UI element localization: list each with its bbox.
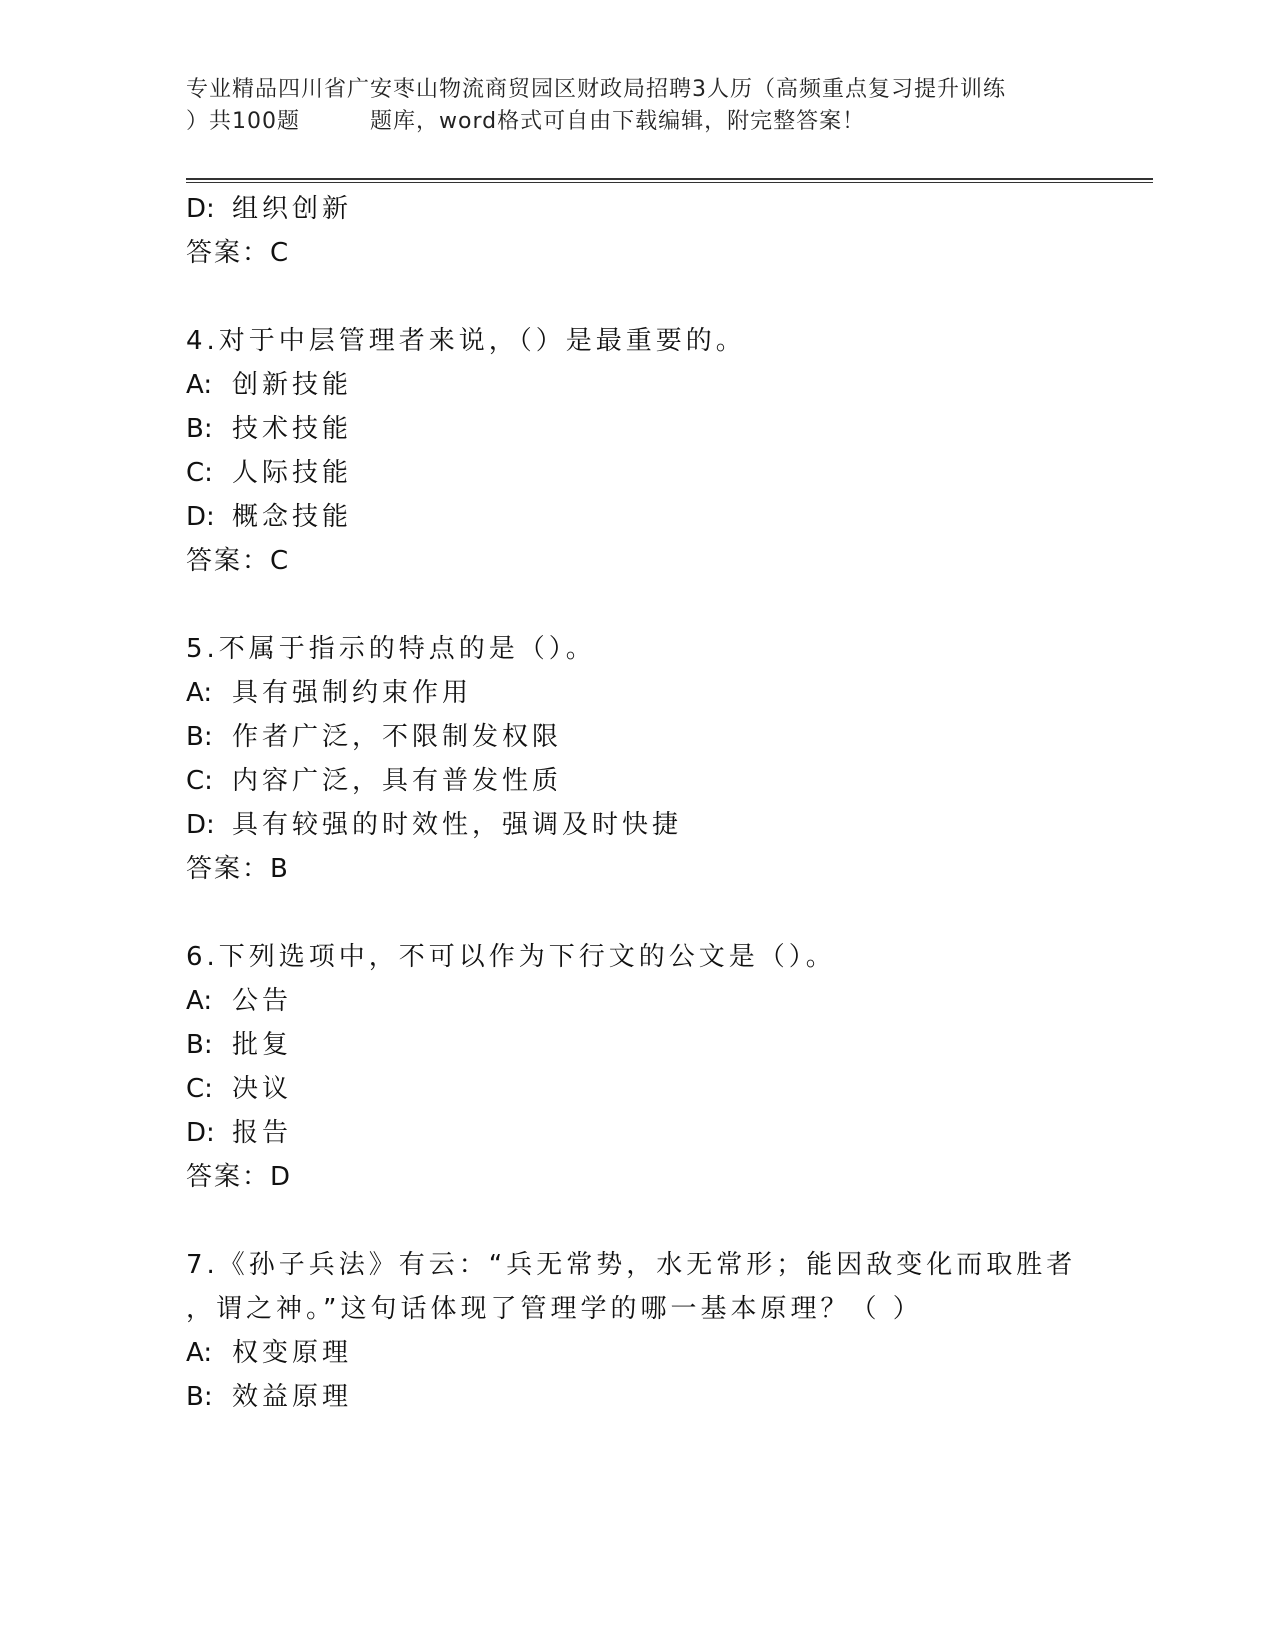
header-title-count: ）共100题 <box>186 109 300 134</box>
option-text: 人际技能 <box>232 458 353 488</box>
option-label: B: <box>186 722 213 752</box>
option-label: B: <box>186 414 213 444</box>
option-text: 作者广泛，不限制发权限 <box>232 722 563 752</box>
question-5-option-c <box>186 764 562 798</box>
header-title-line1: 专业精品四川省广安枣山物流商贸园区财政局招聘3人历（高频重点复习提升训练 <box>186 77 1006 102</box>
prev-answer <box>186 236 290 270</box>
question-4-option-c <box>186 456 352 490</box>
option-text: 技术技能 <box>232 414 353 444</box>
option-text: 决议 <box>232 1074 293 1104</box>
prev-option-d <box>186 192 352 226</box>
option-text: 批复 <box>232 1030 293 1060</box>
option-text: 创新技能 <box>232 370 353 400</box>
answer-label: 答案： <box>186 546 271 576</box>
question-6-answer <box>186 1160 292 1194</box>
question-4-answer <box>186 544 290 578</box>
option-label: A: <box>186 370 213 400</box>
option-text: 组织创新 <box>232 194 353 224</box>
question-4-option-a <box>186 368 352 402</box>
question-6-option-d <box>186 1116 292 1150</box>
answer-value: C <box>270 546 291 576</box>
header-title-note: 题库，word格式可自由下载编辑，附完整答案！ <box>370 109 866 134</box>
option-text: 具有较强的时效性，强调及时快捷 <box>232 810 683 840</box>
question-7-text-line1: 7.《孙子兵法》有云：“兵无常势，水无常形；能因敌变化而取胜者 <box>186 1250 1077 1280</box>
header-divider-thick <box>186 178 1153 180</box>
option-label: D: <box>186 810 215 840</box>
question-6-text: 6.下列选项中，不可以作为下行文的公文是（）。 <box>186 942 836 972</box>
question-7-option-a <box>186 1336 352 1370</box>
header-divider-thin <box>186 182 1153 183</box>
option-text: 公告 <box>232 986 293 1016</box>
header-title-line2 <box>186 106 1086 138</box>
question-7-option-b <box>186 1380 352 1414</box>
question-5-option-a <box>186 676 472 710</box>
answer-label: 答案： <box>186 1162 271 1192</box>
option-text: 具有强制约束作用 <box>232 678 473 708</box>
question-4-text: 4.对于中层管理者来说，（）是最重要的。 <box>186 326 746 356</box>
question-6-option-c <box>186 1072 292 1106</box>
question-5-option-b <box>186 720 562 754</box>
option-label: A: <box>186 678 213 708</box>
option-text: 权变原理 <box>232 1338 353 1368</box>
option-text: 概念技能 <box>232 502 353 532</box>
option-label: A: <box>186 986 213 1016</box>
option-label: C: <box>186 1074 213 1104</box>
question-4-option-b <box>186 412 352 446</box>
option-text: 内容广泛，具有普发性质 <box>232 766 563 796</box>
option-label: C: <box>186 766 213 796</box>
answer-label: 答案： <box>186 854 271 884</box>
option-label: C: <box>186 458 213 488</box>
document-header <box>186 74 1086 138</box>
option-label: D: <box>186 502 215 532</box>
option-label: D: <box>186 194 215 224</box>
question-6-option-b <box>186 1028 292 1062</box>
question-4-option-d <box>186 500 352 534</box>
answer-value: C <box>270 238 291 268</box>
option-label: B: <box>186 1030 213 1060</box>
question-5-option-d <box>186 808 682 842</box>
option-text: 效益原理 <box>232 1382 353 1412</box>
question-5-text: 5.不属于指示的特点的是（）。 <box>186 634 596 664</box>
question-7-text-line2: ，谓之神。”这句话体现了管理学的哪一基本原理？（ ） <box>186 1294 923 1324</box>
answer-value: D <box>270 1162 293 1192</box>
option-label: A: <box>186 1338 213 1368</box>
question-5-answer <box>186 852 290 886</box>
answer-label: 答案： <box>186 238 271 268</box>
option-label: B: <box>186 1382 213 1412</box>
question-6-option-a <box>186 984 292 1018</box>
option-text: 报告 <box>232 1118 293 1148</box>
option-label: D: <box>186 1118 215 1148</box>
answer-value: B <box>270 854 290 884</box>
